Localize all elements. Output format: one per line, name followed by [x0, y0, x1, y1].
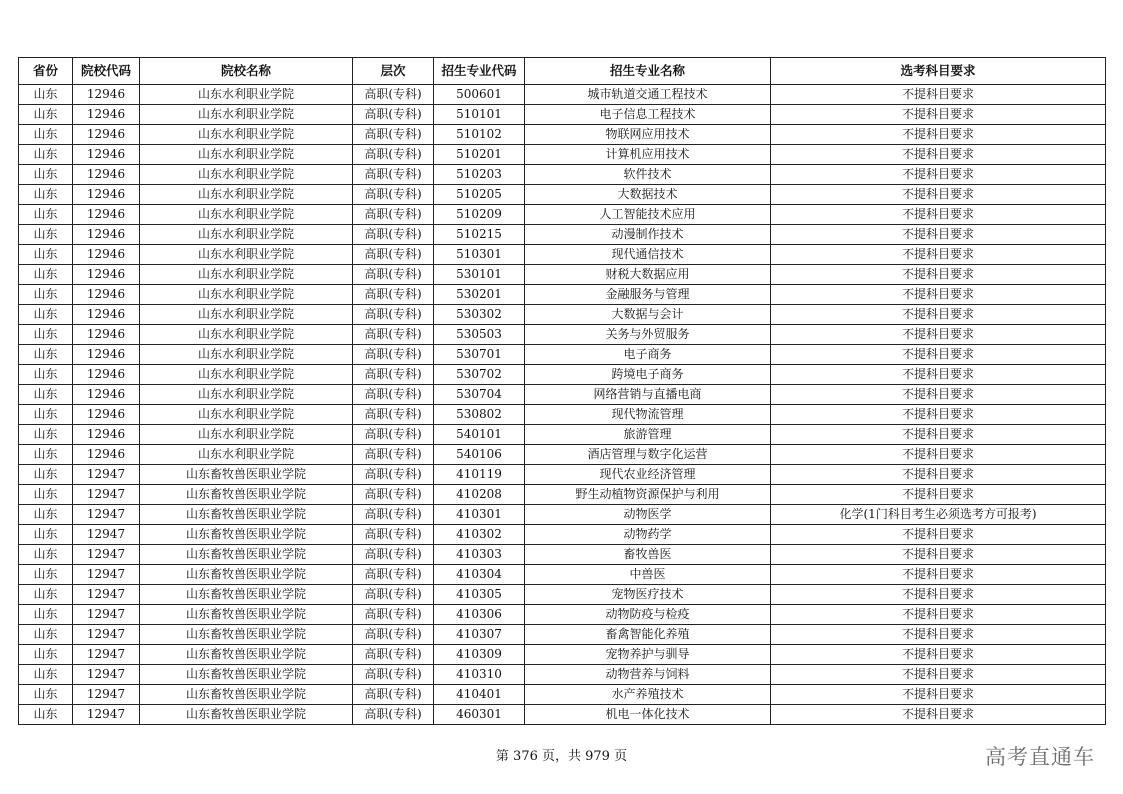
cell-subject-requirement: 不提科目要求: [771, 165, 1106, 185]
cell-province: 山东: [19, 185, 73, 205]
admissions-table: [18, 57, 1106, 725]
cell-subject-requirement: 不提科目要求: [771, 145, 1106, 165]
cell-major-code: 410305: [434, 585, 525, 605]
table-row: [19, 345, 1106, 365]
cell-subject-requirement: 不提科目要求: [771, 365, 1106, 385]
cell-subject-requirement: 不提科目要求: [771, 85, 1106, 105]
table-row: [19, 85, 1106, 105]
cell-level: 高职(专科): [353, 125, 434, 145]
cell-major-name: 现代通信技术: [525, 245, 771, 265]
cell-major-code: 510201: [434, 145, 525, 165]
cell-province: 山东: [19, 465, 73, 485]
cell-school-code: 12947: [73, 625, 140, 645]
cell-major-name: 畜禽智能化养殖: [525, 625, 771, 645]
table-row: [19, 165, 1106, 185]
cell-school-code: 12947: [73, 505, 140, 525]
cell-subject-requirement: 不提科目要求: [771, 285, 1106, 305]
table-row: [19, 465, 1106, 485]
cell-major-name: 中兽医: [525, 565, 771, 585]
watermark-logo-text: 高考直通车: [985, 745, 1095, 769]
cell-major-code: 460301: [434, 705, 525, 725]
table-row: [19, 485, 1106, 505]
header-major-name: 招生专业名称: [525, 58, 771, 85]
cell-level: 高职(专科): [353, 565, 434, 585]
cell-school-name: 山东畜牧兽医职业学院: [140, 565, 353, 585]
cell-school-code: 12947: [73, 665, 140, 685]
cell-school-name: 山东水利职业学院: [140, 405, 353, 425]
cell-major-code: 410208: [434, 485, 525, 505]
cell-level: 高职(专科): [353, 325, 434, 345]
table-row: [19, 565, 1106, 585]
cell-school-code: 12946: [73, 125, 140, 145]
cell-province: 山东: [19, 605, 73, 625]
cell-province: 山东: [19, 365, 73, 385]
cell-school-code: 12947: [73, 485, 140, 505]
cell-province: 山东: [19, 225, 73, 245]
cell-province: 山东: [19, 385, 73, 405]
cell-major-name: 现代物流管理: [525, 405, 771, 425]
cell-major-code: 510205: [434, 185, 525, 205]
cell-level: 高职(专科): [353, 525, 434, 545]
cell-major-name: 财税大数据应用: [525, 265, 771, 285]
cell-subject-requirement: 不提科目要求: [771, 185, 1106, 205]
cell-major-name: 动物医学: [525, 505, 771, 525]
cell-major-name: 畜牧兽医: [525, 545, 771, 565]
cell-subject-requirement: 不提科目要求: [771, 465, 1106, 485]
cell-subject-requirement: 不提科目要求: [771, 425, 1106, 445]
table-body: [19, 85, 1106, 725]
table-row: [19, 365, 1106, 385]
cell-level: 高职(专科): [353, 445, 434, 465]
cell-school-name: 山东水利职业学院: [140, 225, 353, 245]
cell-level: 高职(专科): [353, 265, 434, 285]
cell-major-code: 410303: [434, 545, 525, 565]
cell-major-name: 金融服务与管理: [525, 285, 771, 305]
cell-school-name: 山东水利职业学院: [140, 105, 353, 125]
cell-major-code: 530201: [434, 285, 525, 305]
cell-major-code: 540106: [434, 445, 525, 465]
cell-major-name: 动物防疫与检疫: [525, 605, 771, 625]
cell-school-code: 12947: [73, 465, 140, 485]
cell-school-code: 12946: [73, 385, 140, 405]
cell-level: 高职(专科): [353, 505, 434, 525]
cell-province: 山东: [19, 565, 73, 585]
cell-major-name: 野生动植物资源保护与利用: [525, 485, 771, 505]
table-row: [19, 385, 1106, 405]
cell-level: 高职(专科): [353, 105, 434, 125]
cell-school-name: 山东畜牧兽医职业学院: [140, 545, 353, 565]
cell-school-name: 山东水利职业学院: [140, 345, 353, 365]
cell-school-name: 山东水利职业学院: [140, 125, 353, 145]
cell-level: 高职(专科): [353, 305, 434, 325]
cell-level: 高职(专科): [353, 585, 434, 605]
cell-major-code: 410302: [434, 525, 525, 545]
cell-major-name: 水产养殖技术: [525, 685, 771, 705]
cell-major-code: 510203: [434, 165, 525, 185]
cell-major-code: 410310: [434, 665, 525, 685]
cell-major-code: 530704: [434, 385, 525, 405]
cell-major-name: 现代农业经济管理: [525, 465, 771, 485]
cell-school-name: 山东水利职业学院: [140, 305, 353, 325]
cell-subject-requirement: 不提科目要求: [771, 565, 1106, 585]
cell-major-name: 跨境电子商务: [525, 365, 771, 385]
cell-major-code: 410304: [434, 565, 525, 585]
cell-major-code: 410301: [434, 505, 525, 525]
cell-major-name: 酒店管理与数字化运营: [525, 445, 771, 465]
cell-school-name: 山东畜牧兽医职业学院: [140, 625, 353, 645]
cell-school-code: 12947: [73, 605, 140, 625]
cell-level: 高职(专科): [353, 625, 434, 645]
cell-subject-requirement: 不提科目要求: [771, 485, 1106, 505]
cell-school-name: 山东水利职业学院: [140, 265, 353, 285]
cell-province: 山东: [19, 305, 73, 325]
cell-subject-requirement: 不提科目要求: [771, 665, 1106, 685]
cell-school-code: 12946: [73, 145, 140, 165]
cell-major-code: 530802: [434, 405, 525, 425]
cell-school-name: 山东畜牧兽医职业学院: [140, 505, 353, 525]
cell-school-code: 12946: [73, 225, 140, 245]
cell-major-code: 410119: [434, 465, 525, 485]
cell-school-code: 12947: [73, 705, 140, 725]
cell-province: 山东: [19, 245, 73, 265]
cell-school-name: 山东水利职业学院: [140, 185, 353, 205]
cell-major-name: 物联网应用技术: [525, 125, 771, 145]
cell-subject-requirement: 化学(1门科目考生必须选考方可报考): [771, 505, 1106, 525]
admissions-table-container: [18, 57, 1105, 725]
cell-level: 高职(专科): [353, 165, 434, 185]
cell-school-code: 12947: [73, 565, 140, 585]
header-school-name: 院校名称: [140, 58, 353, 85]
cell-province: 山东: [19, 485, 73, 505]
cell-province: 山东: [19, 705, 73, 725]
table-row: [19, 245, 1106, 265]
cell-major-code: 510301: [434, 245, 525, 265]
cell-level: 高职(专科): [353, 345, 434, 365]
cell-major-code: 510102: [434, 125, 525, 145]
cell-major-name: 宠物养护与驯导: [525, 645, 771, 665]
cell-major-name: 关务与外贸服务: [525, 325, 771, 345]
table-row: [19, 225, 1106, 245]
table-header-row: [19, 58, 1106, 85]
cell-subject-requirement: 不提科目要求: [771, 645, 1106, 665]
cell-major-name: 电子商务: [525, 345, 771, 365]
cell-level: 高职(专科): [353, 145, 434, 165]
cell-major-code: 510215: [434, 225, 525, 245]
page-number: 第 376 页，共 979 页: [495, 749, 628, 764]
cell-subject-requirement: 不提科目要求: [771, 445, 1106, 465]
cell-level: 高职(专科): [353, 605, 434, 625]
cell-province: 山东: [19, 285, 73, 305]
cell-school-code: 12946: [73, 185, 140, 205]
cell-school-code: 12946: [73, 305, 140, 325]
header-province: 省份: [19, 58, 73, 85]
table-row: [19, 285, 1106, 305]
cell-subject-requirement: 不提科目要求: [771, 345, 1106, 365]
cell-school-code: 12947: [73, 545, 140, 565]
table-row: [19, 685, 1106, 705]
cell-school-code: 12946: [73, 365, 140, 385]
cell-major-code: 410307: [434, 625, 525, 645]
cell-school-name: 山东水利职业学院: [140, 445, 353, 465]
cell-major-code: 410401: [434, 685, 525, 705]
table-row: [19, 665, 1106, 685]
cell-province: 山东: [19, 425, 73, 445]
cell-major-code: 510101: [434, 105, 525, 125]
table-row: [19, 425, 1106, 445]
cell-school-name: 山东水利职业学院: [140, 165, 353, 185]
cell-major-code: 530503: [434, 325, 525, 345]
cell-major-code: 410309: [434, 645, 525, 665]
cell-major-code: 510209: [434, 205, 525, 225]
cell-school-code: 12946: [73, 265, 140, 285]
cell-level: 高职(专科): [353, 485, 434, 505]
cell-subject-requirement: 不提科目要求: [771, 205, 1106, 225]
cell-level: 高职(专科): [353, 465, 434, 485]
cell-province: 山东: [19, 85, 73, 105]
cell-province: 山东: [19, 525, 73, 545]
cell-school-code: 12946: [73, 245, 140, 265]
cell-major-name: 动物药学: [525, 525, 771, 545]
cell-subject-requirement: 不提科目要求: [771, 265, 1106, 285]
table-row: [19, 605, 1106, 625]
cell-province: 山东: [19, 645, 73, 665]
cell-major-name: 大数据技术: [525, 185, 771, 205]
header-level: 层次: [353, 58, 434, 85]
table-row: [19, 325, 1106, 345]
cell-level: 高职(专科): [353, 205, 434, 225]
cell-major-code: 530302: [434, 305, 525, 325]
cell-level: 高职(专科): [353, 285, 434, 305]
cell-subject-requirement: 不提科目要求: [771, 125, 1106, 145]
table-row: [19, 445, 1106, 465]
table-row: [19, 185, 1106, 205]
cell-major-name: 机电一体化技术: [525, 705, 771, 725]
cell-school-name: 山东畜牧兽医职业学院: [140, 465, 353, 485]
cell-major-code: 530101: [434, 265, 525, 285]
table-row: [19, 265, 1106, 285]
table-row: [19, 705, 1106, 725]
cell-school-name: 山东畜牧兽医职业学院: [140, 605, 353, 625]
cell-province: 山东: [19, 505, 73, 525]
cell-major-code: 540101: [434, 425, 525, 445]
cell-major-code: 530702: [434, 365, 525, 385]
cell-level: 高职(专科): [353, 545, 434, 565]
cell-school-code: 12946: [73, 405, 140, 425]
cell-school-code: 12947: [73, 685, 140, 705]
cell-major-name: 大数据与会计: [525, 305, 771, 325]
cell-subject-requirement: 不提科目要求: [771, 305, 1106, 325]
table-row: [19, 105, 1106, 125]
table-row: [19, 405, 1106, 425]
cell-major-name: 软件技术: [525, 165, 771, 185]
cell-school-name: 山东畜牧兽医职业学院: [140, 705, 353, 725]
cell-major-code: 410306: [434, 605, 525, 625]
header-subject-requirement: 选考科目要求: [771, 58, 1106, 85]
cell-province: 山东: [19, 105, 73, 125]
table-row: [19, 305, 1106, 325]
cell-school-code: 12946: [73, 165, 140, 185]
cell-subject-requirement: 不提科目要求: [771, 405, 1106, 425]
cell-school-name: 山东水利职业学院: [140, 385, 353, 405]
cell-level: 高职(专科): [353, 645, 434, 665]
table-row: [19, 125, 1106, 145]
cell-school-name: 山东畜牧兽医职业学院: [140, 645, 353, 665]
cell-school-name: 山东水利职业学院: [140, 425, 353, 445]
cell-subject-requirement: 不提科目要求: [771, 605, 1106, 625]
cell-level: 高职(专科): [353, 185, 434, 205]
cell-school-code: 12947: [73, 585, 140, 605]
cell-major-name: 旅游管理: [525, 425, 771, 445]
cell-school-code: 12946: [73, 105, 140, 125]
cell-major-code: 530701: [434, 345, 525, 365]
cell-province: 山东: [19, 445, 73, 465]
cell-school-name: 山东畜牧兽医职业学院: [140, 525, 353, 545]
cell-school-code: 12946: [73, 345, 140, 365]
cell-province: 山东: [19, 625, 73, 645]
cell-province: 山东: [19, 205, 73, 225]
cell-school-code: 12946: [73, 205, 140, 225]
cell-level: 高职(专科): [353, 85, 434, 105]
cell-subject-requirement: 不提科目要求: [771, 685, 1106, 705]
table-row: [19, 505, 1106, 525]
cell-major-name: 城市轨道交通工程技术: [525, 85, 771, 105]
cell-major-name: 动物营养与饲料: [525, 665, 771, 685]
cell-province: 山东: [19, 665, 73, 685]
table-row: [19, 585, 1106, 605]
cell-level: 高职(专科): [353, 685, 434, 705]
cell-major-name: 宠物医疗技术: [525, 585, 771, 605]
cell-subject-requirement: 不提科目要求: [771, 225, 1106, 245]
cell-subject-requirement: 不提科目要求: [771, 525, 1106, 545]
cell-school-code: 12946: [73, 325, 140, 345]
cell-major-name: 网络营销与直播电商: [525, 385, 771, 405]
cell-level: 高职(专科): [353, 225, 434, 245]
cell-school-name: 山东畜牧兽医职业学院: [140, 485, 353, 505]
cell-school-name: 山东畜牧兽医职业学院: [140, 585, 353, 605]
table-row: [19, 205, 1106, 225]
cell-province: 山东: [19, 685, 73, 705]
cell-school-code: 12946: [73, 85, 140, 105]
cell-school-name: 山东水利职业学院: [140, 85, 353, 105]
cell-major-name: 电子信息工程技术: [525, 105, 771, 125]
cell-province: 山东: [19, 145, 73, 165]
cell-level: 高职(专科): [353, 385, 434, 405]
cell-school-name: 山东水利职业学院: [140, 325, 353, 345]
cell-province: 山东: [19, 585, 73, 605]
cell-level: 高职(专科): [353, 245, 434, 265]
table-row: [19, 525, 1106, 545]
cell-level: 高职(专科): [353, 365, 434, 385]
table-row: [19, 645, 1106, 665]
cell-school-name: 山东水利职业学院: [140, 365, 353, 385]
cell-subject-requirement: 不提科目要求: [771, 585, 1106, 605]
cell-subject-requirement: 不提科目要求: [771, 545, 1106, 565]
cell-school-code: 12947: [73, 525, 140, 545]
cell-major-code: 500601: [434, 85, 525, 105]
cell-subject-requirement: 不提科目要求: [771, 705, 1106, 725]
cell-school-code: 12946: [73, 425, 140, 445]
table-row: [19, 625, 1106, 645]
cell-subject-requirement: 不提科目要求: [771, 105, 1106, 125]
cell-school-code: 12946: [73, 285, 140, 305]
cell-major-name: 计算机应用技术: [525, 145, 771, 165]
table-row: [19, 145, 1106, 165]
cell-province: 山东: [19, 545, 73, 565]
cell-school-code: 12946: [73, 445, 140, 465]
cell-major-name: 人工智能技术应用: [525, 205, 771, 225]
header-major-code: 招生专业代码: [434, 58, 525, 85]
cell-school-name: 山东畜牧兽医职业学院: [140, 665, 353, 685]
cell-province: 山东: [19, 125, 73, 145]
cell-subject-requirement: 不提科目要求: [771, 325, 1106, 345]
cell-school-name: 山东水利职业学院: [140, 205, 353, 225]
cell-level: 高职(专科): [353, 425, 434, 445]
cell-school-name: 山东畜牧兽医职业学院: [140, 685, 353, 705]
cell-school-code: 12947: [73, 645, 140, 665]
header-school-code: 院校代码: [73, 58, 140, 85]
cell-subject-requirement: 不提科目要求: [771, 385, 1106, 405]
cell-level: 高职(专科): [353, 665, 434, 685]
cell-province: 山东: [19, 405, 73, 425]
cell-major-name: 动漫制作技术: [525, 225, 771, 245]
cell-province: 山东: [19, 345, 73, 365]
cell-level: 高职(专科): [353, 405, 434, 425]
cell-subject-requirement: 不提科目要求: [771, 625, 1106, 645]
cell-level: 高职(专科): [353, 705, 434, 725]
cell-province: 山东: [19, 165, 73, 185]
cell-province: 山东: [19, 265, 73, 285]
table-row: [19, 545, 1106, 565]
cell-school-name: 山东水利职业学院: [140, 245, 353, 265]
cell-school-name: 山东水利职业学院: [140, 285, 353, 305]
cell-subject-requirement: 不提科目要求: [771, 245, 1106, 265]
cell-province: 山东: [19, 325, 73, 345]
cell-school-name: 山东水利职业学院: [140, 145, 353, 165]
